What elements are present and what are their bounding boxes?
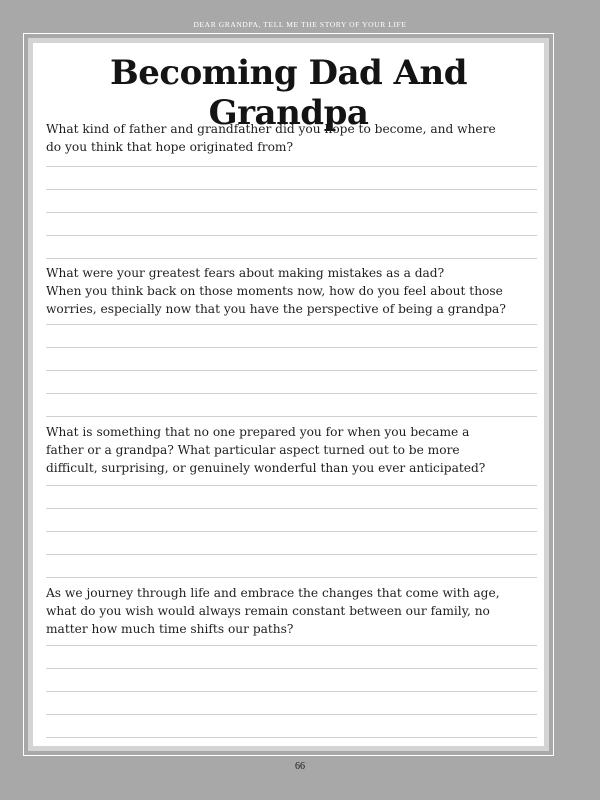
writing-line[interactable] [46, 347, 537, 348]
journal-page [28, 38, 549, 751]
writing-line[interactable] [46, 324, 537, 325]
question-section-3 [46, 423, 537, 477]
writing-line[interactable] [46, 577, 537, 578]
question-2-line-1: What were your greatest fears about making mistakes as a dad? [46, 266, 445, 280]
question-4-line-2: what do you wish would always remain constant between our family, no [46, 604, 490, 618]
writing-line[interactable] [46, 235, 537, 236]
question-3-line-1: What is something that no one prepared you for when you became a [46, 425, 470, 439]
question-1-line-1: What kind of father and grandfather did you hope to become, and where [46, 122, 496, 136]
writing-line[interactable] [46, 531, 537, 532]
writing-line[interactable] [46, 668, 537, 669]
question-3-line-3: difficult, surprising, or genuinely wonderful than you ever anticipated? [46, 461, 486, 475]
page-title: Becoming Dad And Grandpa [110, 53, 467, 133]
writing-line[interactable] [46, 393, 537, 394]
running-header: DEAR GRANDPA, TELL ME THE STORY OF YOUR LIFE [193, 20, 407, 29]
writing-line[interactable] [46, 166, 537, 167]
writing-line[interactable] [46, 737, 537, 738]
question-2-line-3: worries, especially now that you have the perspective of being a grandpa? [46, 302, 506, 316]
question-4-line-3: matter how much time shifts our paths? [46, 622, 294, 636]
writing-line[interactable] [46, 370, 537, 371]
writing-line[interactable] [46, 416, 537, 417]
writing-line[interactable] [46, 189, 537, 190]
writing-line[interactable] [46, 485, 537, 486]
writing-line[interactable] [46, 212, 537, 213]
writing-line[interactable] [46, 554, 537, 555]
question-section-4 [46, 584, 537, 638]
question-2-line-2: When you think back on those moments now, how do you feel about those [46, 284, 503, 298]
question-section-2 [46, 264, 537, 318]
page-number: 66 [295, 761, 305, 772]
writing-line[interactable] [46, 714, 537, 715]
writing-line[interactable] [46, 645, 537, 646]
question-section-1 [46, 120, 537, 156]
writing-line[interactable] [46, 258, 537, 259]
question-1-line-2: do you think that hope originated from? [46, 140, 293, 154]
writing-line[interactable] [46, 508, 537, 509]
question-3-line-2: father or a grandpa? What particular aspect turned out to be more [46, 443, 460, 457]
writing-line[interactable] [46, 691, 537, 692]
question-4-line-1: As we journey through life and embrace the changes that come with age, [46, 586, 500, 600]
